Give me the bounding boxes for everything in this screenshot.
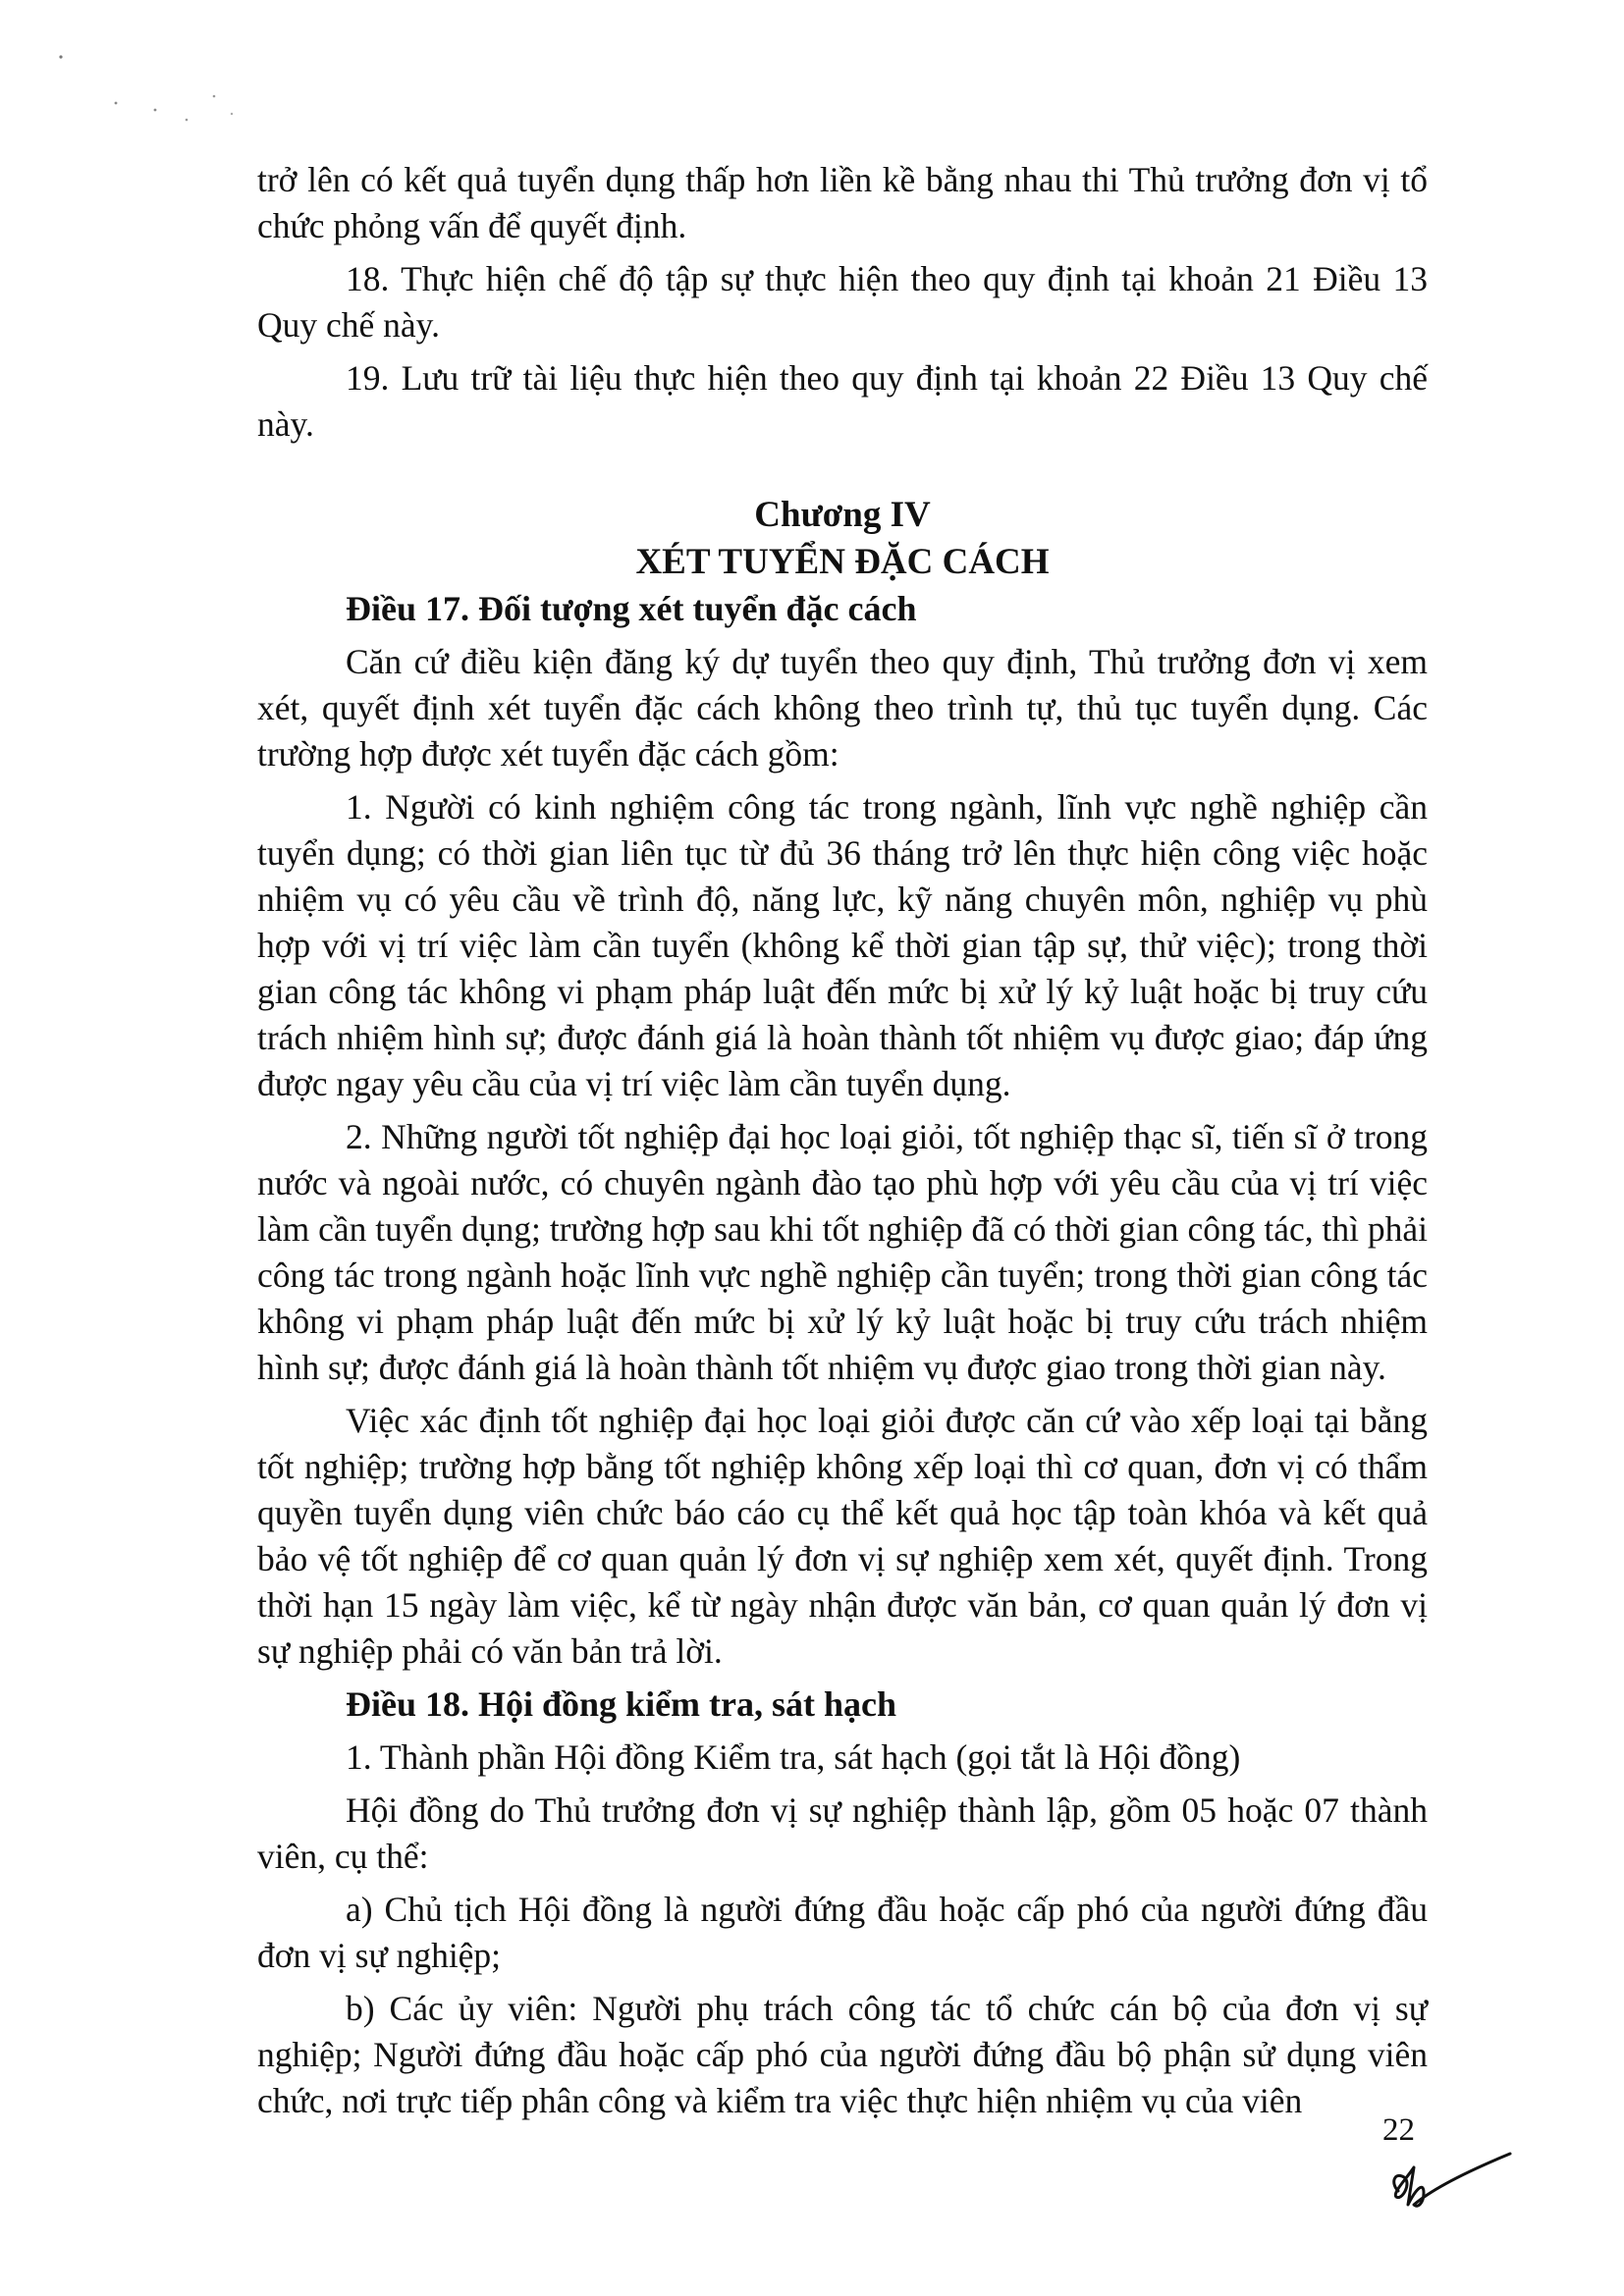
article-18-intro: Hội đồng do Thủ trưởng đơn vị sự nghiệp thành lập, gồm 05 hoặc 07 thành viên, cụ thể: <box>257 1790 1428 1876</box>
article-18-heading: Điều 18. Hội đồng kiểm tra, sát hạch <box>346 1684 897 1724</box>
article-17-item-2: 2. Những người tốt nghiệp đại học loại giỏi, tốt nghiệp thạc sĩ, tiến sĩ ở trong nước và ngoài nước, có chuyên ngành đào tạo phù hợp với yêu cầu của vị trí việc làm cần tuyển dụng; trường hợp sau khi tốt nghiệp đã có thời gian công tác, thì phải công tác trong ngành hoặc lĩnh vực nghề nghiệp cần tuyển; trong thời gian công tác không vi phạm pháp luật đến mức bị xử lý kỷ luật hoặc bị truy cứu trách nhiệm hình sự; được đánh giá là hoàn thành tốt nhiệm vụ được giao trong thời gian này. <box>257 1117 1428 1387</box>
page-body <box>257 157 1428 2131</box>
chapter-title: XÉT TUYỂN ĐẶC CÁCH <box>635 542 1050 582</box>
scan-specks <box>39 20 236 157</box>
continuation-paragraph: trở lên có kết quả tuyển dụng thấp hơn liền kề bằng nhau thi Thủ trưởng đơn vị tổ chức phỏng vấn để quyết định. <box>257 160 1428 245</box>
article-18-point-a: a) Chủ tịch Hội đồng là người đứng đầu hoặc cấp phó của người đứng đầu đơn vị sự nghiệp; <box>257 1890 1428 1975</box>
article-17-heading: Điều 17. Đối tượng xét tuyển đặc cách <box>346 589 917 628</box>
article-17-intro: Căn cứ điều kiện đăng ký dự tuyển theo quy định, Thủ trưởng đơn vị xem xét, quyết định xét tuyển đặc cách không theo trình tự, thủ tục tuyển dụng. Các trường hợp được xét tuyển đặc cách gồm: <box>257 642 1428 774</box>
article-18-point-b: b) Các ủy viên: Người phụ trách công tác tổ chức cán bộ của đơn vị sự nghiệp; Người đứng đầu hoặc cấp phó của người đứng đầu bộ phận sử dụng viên chức, nơi trực tiếp phân công và kiểm tra việc thực hiện nhiệm vụ của viên <box>257 1989 1428 2120</box>
chapter-number: Chương IV <box>754 495 931 535</box>
item-19: 19. Lưu trữ tài liệu thực hiện theo quy định tại khoản 22 Điều 13 Quy chế này. <box>257 358 1428 444</box>
article-18-item-1: 1. Thành phần Hội đồng Kiểm tra, sát hạch (gọi tắt là Hội đồng) <box>346 1737 1241 1777</box>
item-18: 18. Thực hiện chế độ tập sự thực hiện theo quy định tại khoản 21 Điều 13 Quy chế này. <box>257 259 1428 345</box>
initials-signature <box>1384 2150 1522 2218</box>
article-17-note: Việc xác định tốt nghiệp đại học loại giỏi được căn cứ vào xếp loại tại bằng tốt nghiệp; trường hợp bằng tốt nghiệp không xếp loại thì cơ quan, đơn vị có thẩm quyền tuyển dụng viên chức báo cáo cụ thể kết quả học tập toàn khóa và kết quả bảo vệ tốt nghiệp để cơ quan quản lý đơn vị sự nghiệp xem xét, quyết định. Trong thời hạn 15 ngày làm việc, kể từ ngày nhận được văn bản, cơ quan quản lý đơn vị sự nghiệp phải có văn bản trả lời. <box>257 1401 1428 1671</box>
article-17-item-1: 1. Người có kinh nghiệm công tác trong ngành, lĩnh vực nghề nghiệp cần tuyển dụng; có thời gian liên tục từ đủ 36 tháng trở lên thực hiện công việc hoặc nhiệm vụ có yêu cầu về trình độ, năng lực, kỹ năng chuyên môn, nghiệp vụ phù hợp với vị trí việc làm cần tuyển (không kể thời gian tập sự, thử việc); trong thời gian công tác không vi phạm pháp luật đến mức bị xử lý kỷ luật hoặc bị truy cứu trách nhiệm hình sự; được đánh giá là hoàn thành tốt nhiệm vụ được giao; đáp ứng được ngay yêu cầu của vị trí việc làm cần tuyển dụng. <box>257 787 1428 1103</box>
page-number: 22 <box>1382 2112 1415 2148</box>
